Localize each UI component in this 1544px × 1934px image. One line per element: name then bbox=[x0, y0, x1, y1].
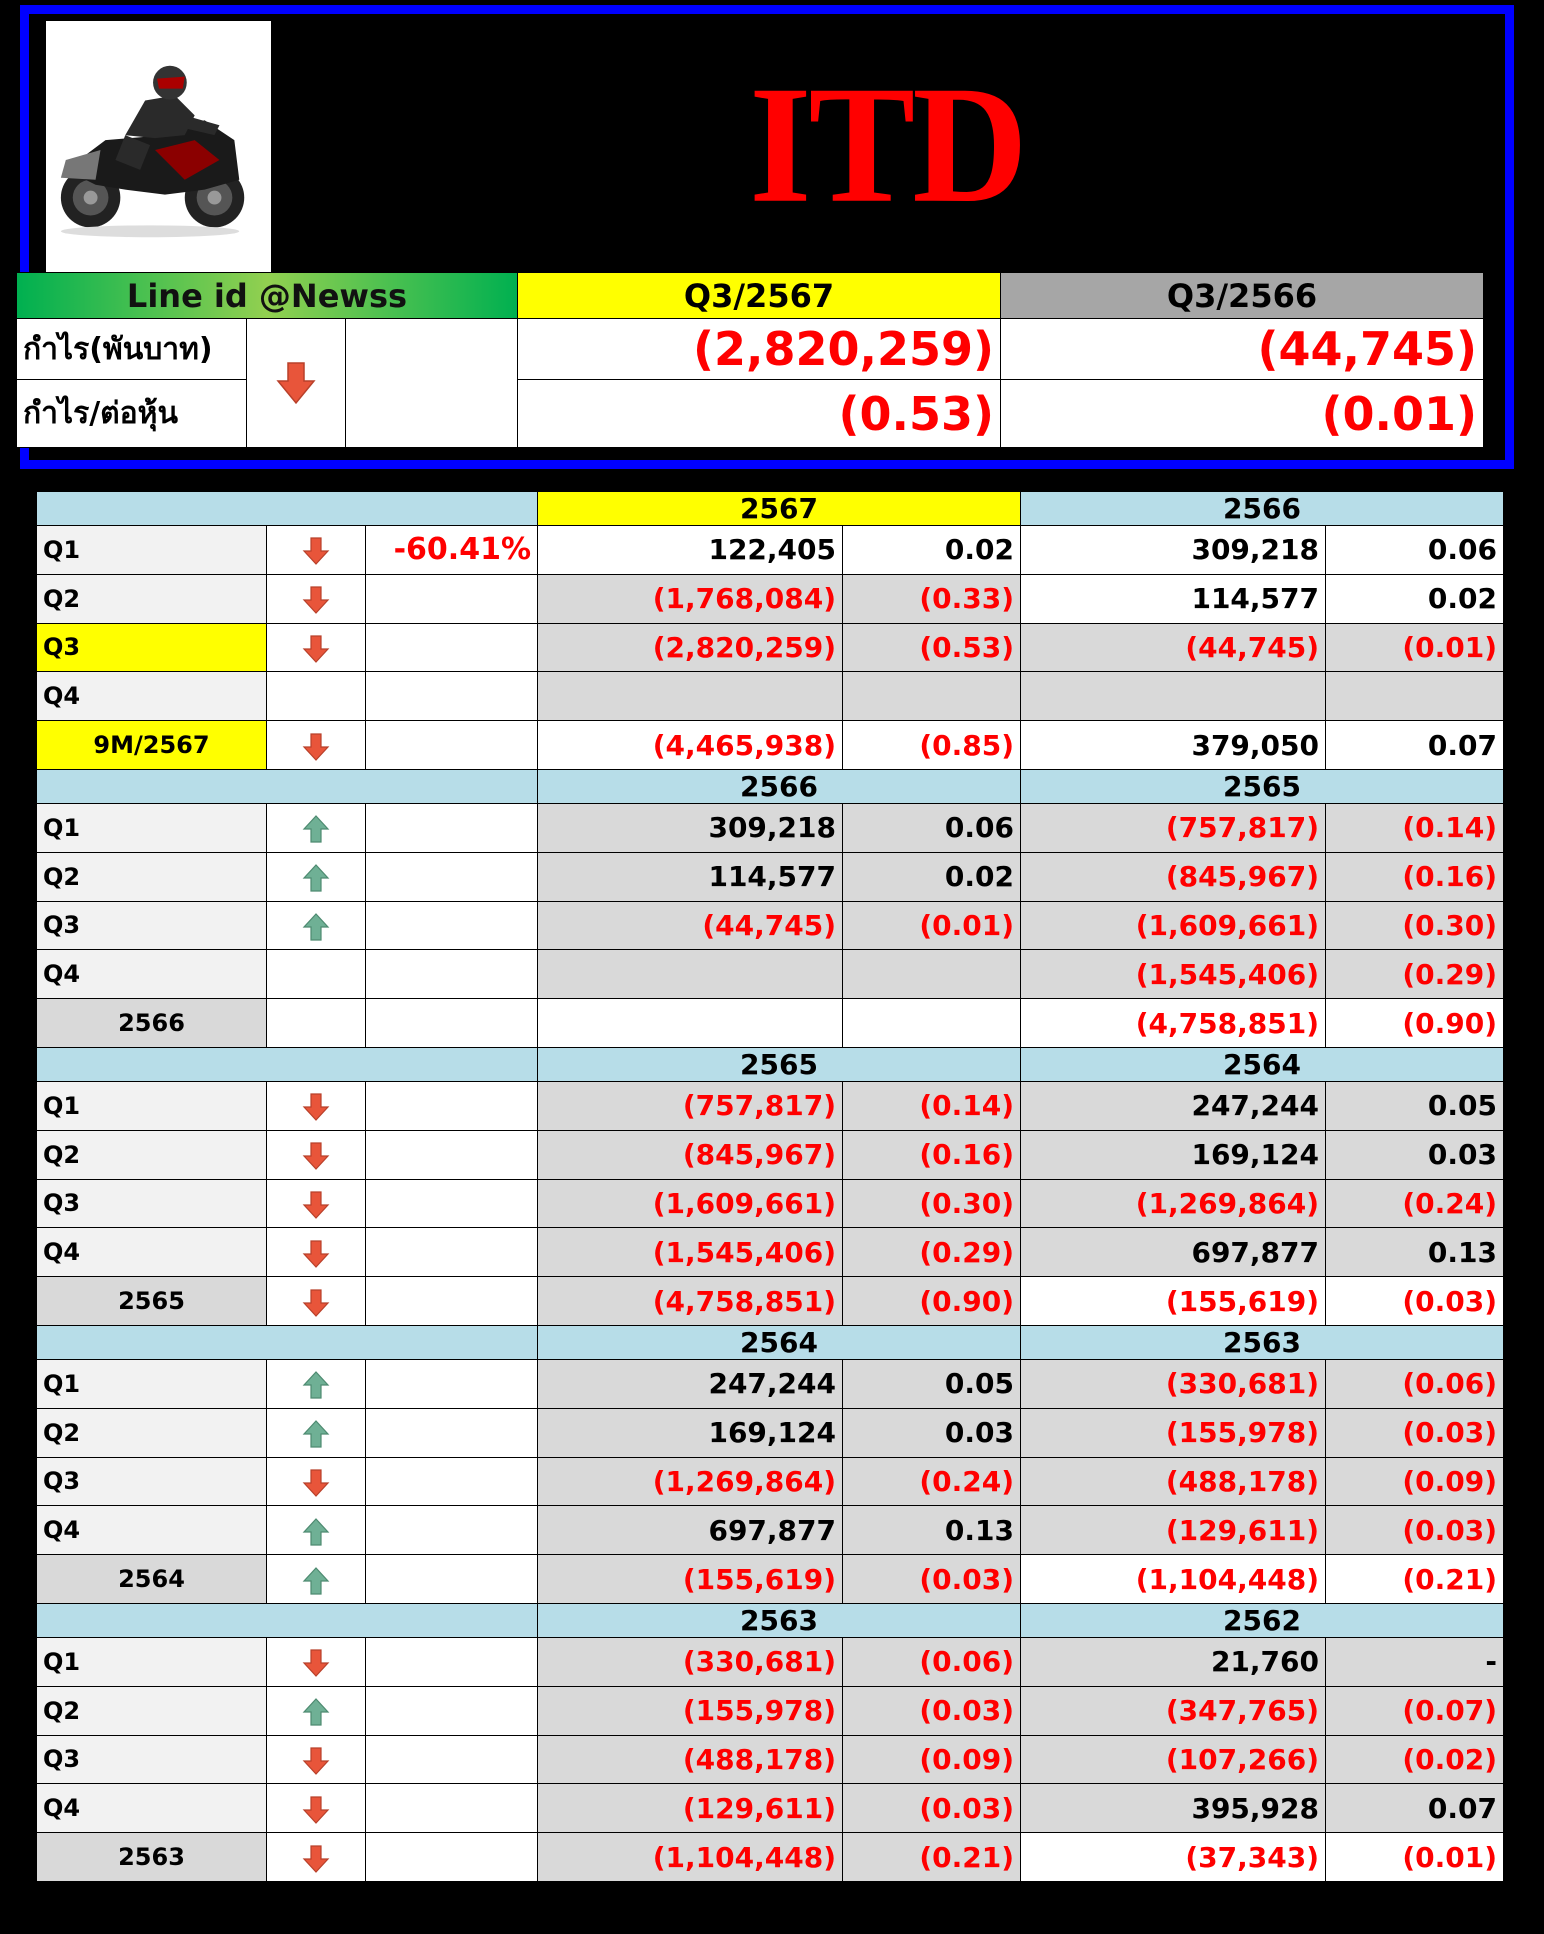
right-eps bbox=[1326, 672, 1504, 721]
profit-current: (2,820,259) bbox=[518, 319, 1001, 380]
arrow-down-icon bbox=[302, 1239, 330, 1269]
left-profit: (44,745) bbox=[538, 901, 843, 950]
change-pct bbox=[366, 1506, 538, 1555]
right-eps: (0.01) bbox=[1326, 623, 1504, 672]
eps-previous: (0.01) bbox=[1001, 380, 1484, 448]
change-pct bbox=[366, 1081, 538, 1130]
section-left-year: 2567 bbox=[538, 492, 1021, 526]
change-pct bbox=[366, 574, 538, 623]
trend-cell bbox=[267, 526, 366, 575]
row-label: Q3 bbox=[37, 1457, 267, 1506]
left-profit: (129,611) bbox=[538, 1784, 843, 1833]
right-eps: (0.02) bbox=[1326, 1735, 1504, 1784]
right-profit: (1,104,448) bbox=[1021, 1555, 1326, 1604]
change-pct bbox=[366, 803, 538, 852]
right-eps: 0.02 bbox=[1326, 574, 1504, 623]
profit-label: กำไร(พันบาท) bbox=[17, 319, 247, 380]
left-profit bbox=[538, 950, 843, 999]
total-row bbox=[37, 1555, 1504, 1604]
line-id-label: Line id @Newss bbox=[17, 273, 518, 319]
right-eps: (0.90) bbox=[1326, 999, 1504, 1048]
table-row bbox=[37, 803, 1504, 852]
table-row bbox=[37, 950, 1504, 999]
right-profit: (155,619) bbox=[1021, 1277, 1326, 1326]
trend-cell bbox=[267, 950, 366, 999]
left-eps: (0.29) bbox=[843, 1228, 1021, 1277]
row-label: Q3 bbox=[37, 1179, 267, 1228]
right-eps: (0.24) bbox=[1326, 1179, 1504, 1228]
right-profit: (757,817) bbox=[1021, 803, 1326, 852]
right-profit: (488,178) bbox=[1021, 1457, 1326, 1506]
arrow-down-icon bbox=[302, 1795, 330, 1825]
eps-current: (0.53) bbox=[518, 380, 1001, 448]
left-profit: 697,877 bbox=[538, 1506, 843, 1555]
table-row bbox=[37, 1228, 1504, 1277]
section-header bbox=[37, 1047, 1504, 1081]
row-label: 2564 bbox=[37, 1555, 267, 1604]
left-eps: (0.85) bbox=[843, 721, 1021, 770]
trend-cell bbox=[267, 901, 366, 950]
arrow-up-icon bbox=[302, 1370, 330, 1400]
arrow-down-icon bbox=[302, 585, 330, 615]
section-left-year: 2564 bbox=[538, 1325, 1021, 1359]
arrow-down-icon bbox=[302, 634, 330, 664]
left-profit: 122,405 bbox=[538, 526, 843, 575]
left-eps: (0.16) bbox=[843, 1130, 1021, 1179]
trend-cell bbox=[267, 803, 366, 852]
section-left-year: 2565 bbox=[538, 1047, 1021, 1081]
arrow-up-icon bbox=[302, 1419, 330, 1449]
section-header-blank bbox=[37, 1603, 538, 1637]
right-eps: (0.09) bbox=[1326, 1457, 1504, 1506]
left-eps: 0.02 bbox=[843, 526, 1021, 575]
change-pct bbox=[366, 1457, 538, 1506]
left-profit: (2,820,259) bbox=[538, 623, 843, 672]
change-pct bbox=[366, 1277, 538, 1326]
right-profit: (37,343) bbox=[1021, 1833, 1326, 1882]
right-profit: (4,758,851) bbox=[1021, 999, 1326, 1048]
trend-cell bbox=[267, 1555, 366, 1604]
right-profit: 395,928 bbox=[1021, 1784, 1326, 1833]
summary-col-previous: Q3/2566 bbox=[1001, 273, 1484, 319]
right-profit: 169,124 bbox=[1021, 1130, 1326, 1179]
table-row bbox=[37, 1179, 1504, 1228]
left-eps: (0.03) bbox=[843, 1686, 1021, 1735]
left-eps: 0.03 bbox=[843, 1408, 1021, 1457]
arrow-down-icon bbox=[302, 1468, 330, 1498]
row-label: 2563 bbox=[37, 1833, 267, 1882]
arrow-up-icon bbox=[302, 1517, 330, 1547]
summary-empty-cell bbox=[346, 319, 518, 448]
trend-cell bbox=[267, 1506, 366, 1555]
section-header bbox=[37, 492, 1504, 526]
arrow-down-icon bbox=[302, 1190, 330, 1220]
row-label: 2566 bbox=[37, 999, 267, 1048]
section-header bbox=[37, 769, 1504, 803]
page-title: ITD bbox=[749, 50, 1025, 238]
table-row bbox=[37, 1784, 1504, 1833]
left-eps: (0.01) bbox=[843, 901, 1021, 950]
left-eps: (0.21) bbox=[843, 1833, 1021, 1882]
table-row bbox=[37, 852, 1504, 901]
trend-cell bbox=[267, 1081, 366, 1130]
change-pct bbox=[366, 852, 538, 901]
summary-col-current: Q3/2567 bbox=[518, 273, 1001, 319]
quarterly-table bbox=[36, 491, 1504, 1882]
arrow-down-icon bbox=[302, 732, 330, 762]
right-eps: (0.30) bbox=[1326, 901, 1504, 950]
left-profit: (1,545,406) bbox=[538, 1228, 843, 1277]
right-profit: (129,611) bbox=[1021, 1506, 1326, 1555]
total-row bbox=[37, 999, 1504, 1048]
row-label: Q4 bbox=[37, 1784, 267, 1833]
trend-cell bbox=[267, 1637, 366, 1686]
section-right-year: 2564 bbox=[1021, 1047, 1504, 1081]
right-eps: 0.05 bbox=[1326, 1081, 1504, 1130]
table-row bbox=[37, 1408, 1504, 1457]
right-eps: (0.06) bbox=[1326, 1359, 1504, 1408]
left-eps: (0.33) bbox=[843, 574, 1021, 623]
change-pct bbox=[366, 1686, 538, 1735]
arrow-down-icon bbox=[302, 1648, 330, 1678]
table-row bbox=[37, 1081, 1504, 1130]
trend-cell bbox=[267, 1784, 366, 1833]
total-row bbox=[37, 721, 1504, 770]
arrow-down-icon bbox=[302, 1092, 330, 1122]
left-eps: (0.53) bbox=[843, 623, 1021, 672]
trend-cell bbox=[267, 1228, 366, 1277]
trend-cell bbox=[267, 1179, 366, 1228]
left-profit: (1,768,084) bbox=[538, 574, 843, 623]
right-eps: (0.01) bbox=[1326, 1833, 1504, 1882]
change-pct bbox=[366, 1555, 538, 1604]
section-header-blank bbox=[37, 1325, 538, 1359]
eps-label: กำไร/ต่อหุ้น bbox=[17, 380, 247, 448]
table-row bbox=[37, 1359, 1504, 1408]
trend-cell bbox=[267, 1833, 366, 1882]
section-header-blank bbox=[37, 492, 538, 526]
table-row bbox=[37, 1506, 1504, 1555]
right-profit: 21,760 bbox=[1021, 1637, 1326, 1686]
arrow-down-icon bbox=[302, 1844, 330, 1874]
change-pct bbox=[366, 999, 538, 1048]
table-row bbox=[37, 623, 1504, 672]
left-eps: (0.30) bbox=[843, 1179, 1021, 1228]
left-profit bbox=[538, 999, 843, 1048]
arrow-down-icon bbox=[276, 361, 316, 405]
right-profit: (44,745) bbox=[1021, 623, 1326, 672]
change-pct bbox=[366, 1637, 538, 1686]
right-profit: 697,877 bbox=[1021, 1228, 1326, 1277]
row-label: Q3 bbox=[37, 1735, 267, 1784]
right-profit: 114,577 bbox=[1021, 574, 1326, 623]
section-right-year: 2566 bbox=[1021, 492, 1504, 526]
table-row bbox=[37, 526, 1504, 575]
change-pct bbox=[366, 1833, 538, 1882]
section-header bbox=[37, 1603, 1504, 1637]
trend-cell bbox=[267, 1735, 366, 1784]
row-label: Q2 bbox=[37, 574, 267, 623]
trend-cell bbox=[267, 574, 366, 623]
left-eps: 0.05 bbox=[843, 1359, 1021, 1408]
row-label: Q4 bbox=[37, 672, 267, 721]
right-eps: 0.03 bbox=[1326, 1130, 1504, 1179]
change-pct bbox=[366, 950, 538, 999]
motorcycle-logo bbox=[45, 20, 272, 286]
trend-cell bbox=[267, 852, 366, 901]
left-profit: (845,967) bbox=[538, 1130, 843, 1179]
right-eps: - bbox=[1326, 1637, 1504, 1686]
left-profit: 247,244 bbox=[538, 1359, 843, 1408]
motorcycle-rider-image bbox=[46, 21, 271, 285]
right-eps: (0.07) bbox=[1326, 1686, 1504, 1735]
change-pct bbox=[366, 623, 538, 672]
row-label: Q1 bbox=[37, 1359, 267, 1408]
right-eps: 0.06 bbox=[1326, 526, 1504, 575]
right-eps: 0.07 bbox=[1326, 721, 1504, 770]
section-right-year: 2563 bbox=[1021, 1325, 1504, 1359]
trend-cell bbox=[267, 1686, 366, 1735]
left-eps: (0.14) bbox=[843, 1081, 1021, 1130]
right-eps: 0.07 bbox=[1326, 1784, 1504, 1833]
left-eps: (0.09) bbox=[843, 1735, 1021, 1784]
left-profit: (488,178) bbox=[538, 1735, 843, 1784]
row-label: Q1 bbox=[37, 803, 267, 852]
left-eps: (0.90) bbox=[843, 1277, 1021, 1326]
right-profit: (155,978) bbox=[1021, 1408, 1326, 1457]
table-row bbox=[37, 1130, 1504, 1179]
left-eps bbox=[843, 999, 1021, 1048]
summary-table bbox=[16, 272, 1484, 448]
right-profit: (1,545,406) bbox=[1021, 950, 1326, 999]
change-pct bbox=[366, 1408, 538, 1457]
arrow-up-icon bbox=[302, 814, 330, 844]
left-eps: 0.02 bbox=[843, 852, 1021, 901]
left-profit: (1,104,448) bbox=[538, 1833, 843, 1882]
table-row bbox=[37, 1686, 1504, 1735]
right-eps: (0.14) bbox=[1326, 803, 1504, 852]
arrow-up-icon bbox=[302, 912, 330, 942]
right-eps: (0.03) bbox=[1326, 1277, 1504, 1326]
right-profit: (845,967) bbox=[1021, 852, 1326, 901]
left-eps: 0.06 bbox=[843, 803, 1021, 852]
section-header bbox=[37, 1325, 1504, 1359]
row-label: Q2 bbox=[37, 1686, 267, 1735]
left-profit: (1,609,661) bbox=[538, 1179, 843, 1228]
right-eps: (0.16) bbox=[1326, 852, 1504, 901]
change-pct bbox=[366, 1179, 538, 1228]
right-profit: (330,681) bbox=[1021, 1359, 1326, 1408]
section-right-year: 2565 bbox=[1021, 769, 1504, 803]
right-eps: (0.03) bbox=[1326, 1408, 1504, 1457]
summary-trend-cell bbox=[247, 319, 346, 448]
arrow-up-icon bbox=[302, 1566, 330, 1596]
change-pct bbox=[366, 1784, 538, 1833]
right-profit bbox=[1021, 672, 1326, 721]
change-pct bbox=[366, 1130, 538, 1179]
left-eps: (0.24) bbox=[843, 1457, 1021, 1506]
table-row bbox=[37, 672, 1504, 721]
change-pct bbox=[366, 1359, 538, 1408]
row-label: Q1 bbox=[37, 1637, 267, 1686]
right-profit: 247,244 bbox=[1021, 1081, 1326, 1130]
right-profit: (107,266) bbox=[1021, 1735, 1326, 1784]
right-profit: (1,269,864) bbox=[1021, 1179, 1326, 1228]
row-label: Q4 bbox=[37, 1228, 267, 1277]
right-profit: (347,765) bbox=[1021, 1686, 1326, 1735]
trend-cell bbox=[267, 999, 366, 1048]
left-eps bbox=[843, 950, 1021, 999]
table-row bbox=[37, 574, 1504, 623]
row-label: Q2 bbox=[37, 1130, 267, 1179]
row-label: 2565 bbox=[37, 1277, 267, 1326]
left-profit: (330,681) bbox=[538, 1637, 843, 1686]
change-pct bbox=[366, 721, 538, 770]
left-eps: (0.06) bbox=[843, 1637, 1021, 1686]
table-row bbox=[37, 1457, 1504, 1506]
change-pct bbox=[366, 901, 538, 950]
trend-cell bbox=[267, 672, 366, 721]
row-label: Q1 bbox=[37, 526, 267, 575]
change-pct bbox=[366, 1735, 538, 1784]
total-row bbox=[37, 1833, 1504, 1882]
row-label: 9M/2567 bbox=[37, 721, 267, 770]
trend-cell bbox=[267, 1408, 366, 1457]
right-eps: 0.13 bbox=[1326, 1228, 1504, 1277]
table-row bbox=[37, 901, 1504, 950]
arrow-down-icon bbox=[302, 1288, 330, 1318]
left-profit: (4,758,851) bbox=[538, 1277, 843, 1326]
left-profit: (757,817) bbox=[538, 1081, 843, 1130]
left-profit: (1,269,864) bbox=[538, 1457, 843, 1506]
profit-previous: (44,745) bbox=[1001, 319, 1484, 380]
row-label: Q4 bbox=[37, 950, 267, 999]
left-eps bbox=[843, 672, 1021, 721]
table-row bbox=[37, 1735, 1504, 1784]
row-label: Q3 bbox=[37, 623, 267, 672]
left-profit: 169,124 bbox=[538, 1408, 843, 1457]
row-label: Q3 bbox=[37, 901, 267, 950]
left-profit: (4,465,938) bbox=[538, 721, 843, 770]
trend-cell bbox=[267, 1130, 366, 1179]
section-left-year: 2563 bbox=[538, 1603, 1021, 1637]
right-profit: 379,050 bbox=[1021, 721, 1326, 770]
arrow-up-icon bbox=[302, 863, 330, 893]
section-header-blank bbox=[37, 769, 538, 803]
left-profit: (155,619) bbox=[538, 1555, 843, 1604]
left-profit: 309,218 bbox=[538, 803, 843, 852]
left-eps: (0.03) bbox=[843, 1555, 1021, 1604]
left-eps: (0.03) bbox=[843, 1784, 1021, 1833]
arrow-down-icon bbox=[302, 1141, 330, 1171]
right-eps: (0.03) bbox=[1326, 1506, 1504, 1555]
row-label: Q4 bbox=[37, 1506, 267, 1555]
row-label: Q1 bbox=[37, 1081, 267, 1130]
arrow-down-icon bbox=[302, 1746, 330, 1776]
left-profit: 114,577 bbox=[538, 852, 843, 901]
arrow-up-icon bbox=[302, 1697, 330, 1727]
left-profit: (155,978) bbox=[538, 1686, 843, 1735]
row-label: Q2 bbox=[37, 1408, 267, 1457]
change-pct: -60.41% bbox=[366, 526, 538, 575]
total-row bbox=[37, 1277, 1504, 1326]
section-left-year: 2566 bbox=[538, 769, 1021, 803]
trend-cell bbox=[267, 1359, 366, 1408]
trend-cell bbox=[267, 1457, 366, 1506]
right-profit: 309,218 bbox=[1021, 526, 1326, 575]
right-eps: (0.29) bbox=[1326, 950, 1504, 999]
trend-cell bbox=[267, 721, 366, 770]
right-eps: (0.21) bbox=[1326, 1555, 1504, 1604]
section-header-blank bbox=[37, 1047, 538, 1081]
change-pct bbox=[366, 672, 538, 721]
row-label: Q2 bbox=[37, 852, 267, 901]
right-profit: (1,609,661) bbox=[1021, 901, 1326, 950]
left-profit bbox=[538, 672, 843, 721]
change-pct bbox=[366, 1228, 538, 1277]
trend-cell bbox=[267, 1277, 366, 1326]
trend-cell bbox=[267, 623, 366, 672]
section-right-year: 2562 bbox=[1021, 1603, 1504, 1637]
table-row bbox=[37, 1637, 1504, 1686]
arrow-down-icon bbox=[302, 536, 330, 566]
left-eps: 0.13 bbox=[843, 1506, 1021, 1555]
